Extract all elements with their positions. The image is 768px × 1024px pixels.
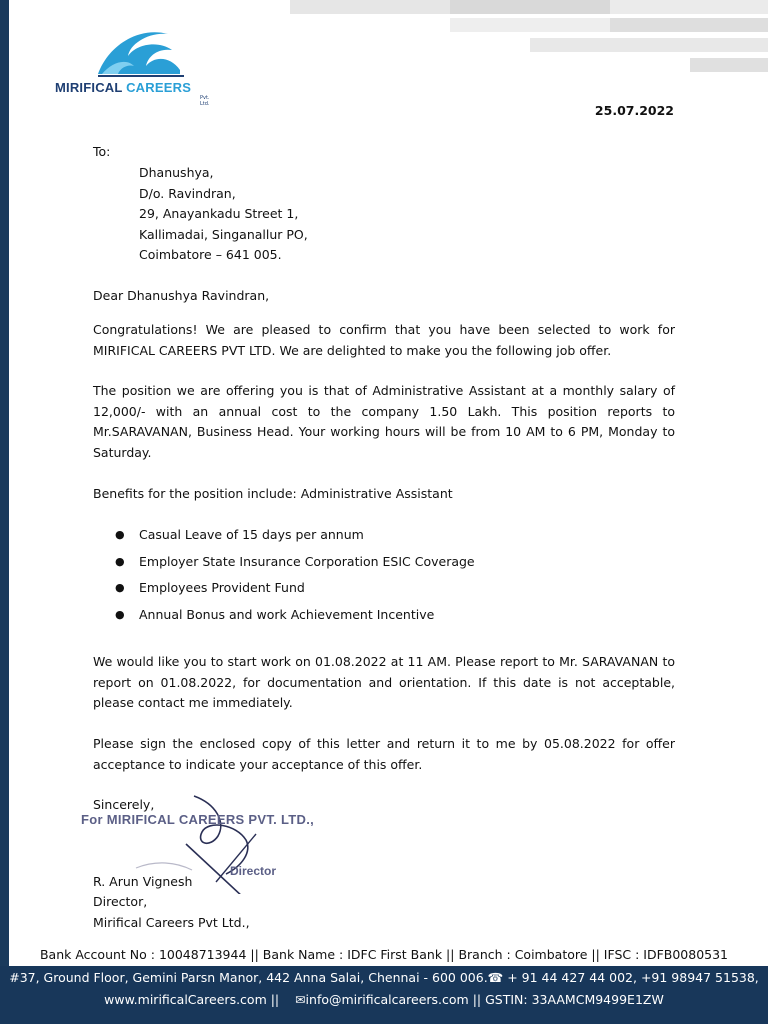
stamp-title: Director (230, 864, 277, 878)
address-line: 29, Anayankadu Street 1, (139, 206, 299, 221)
footer-web-line (0, 992, 768, 1007)
to-label: To: (93, 144, 111, 159)
logo-subtitle: Pvt. Ltd. (200, 95, 210, 107)
list-item: ● Annual Bonus and work Achievement Incentive (115, 607, 435, 623)
mail-icon: ✉ (295, 992, 306, 1007)
paragraph-position: The position we are offering you is that of Administrative Assistant at a monthly salary of 12,000/- with an annual cost to the company 1.50 Lakh. This position reports to Mr.SARAVANAN, Business Head. Your working hours will be from 10 AM to 6 PM, Monday to Saturday. (93, 383, 675, 460)
recipient-address (139, 163, 308, 266)
stamp-company: For MIRIFICAL CAREERS PVT. LTD., (81, 812, 315, 827)
signatory-title: Director, (93, 894, 148, 909)
signatory-company: Mirifical Careers Pvt Ltd., (93, 915, 250, 930)
footer-contact-band (0, 966, 768, 1024)
salutation: Dear Dhanushya Ravindran, (93, 288, 270, 303)
list-item: ● Employees Provident Fund (115, 580, 305, 596)
address-line: Coimbatore – 641 005. (139, 247, 282, 262)
footer-phones: + 91 44 427 44 002, +91 98947 51538, (503, 970, 759, 985)
footer-bank-details: Bank Account No : 10048713944 || Bank Name : IDFC First Bank || Branch : Coimbatore || IFSC : IDFB0080531 (39, 947, 729, 962)
footer-email-gstin[interactable]: info@mirificalcareers.com || GSTIN: 33AAMCM9499E1ZW (305, 992, 664, 1007)
paragraph-sign-return: Please sign the enclosed copy of this letter and return it to me by 05.08.2022 for offer acceptance to indicate your acceptance of this offer. (93, 736, 675, 772)
signatory-name: R. Arun Vignesh (93, 874, 193, 889)
letter-date: 25.07.2022 (594, 103, 674, 118)
list-item: ● Casual Leave of 15 days per annum (115, 527, 364, 542)
wave-logo-icon (88, 26, 198, 80)
logo-wordmark: MIRIFICAL CAREERS (55, 80, 192, 95)
paragraph-start-date: We would like you to start work on 01.08.2022 at 11 AM. Please report to Mr. SARAVANAN to report on 01.08.2022, for documentation and orientation. If this date is not acceptable, please contact me immediately. (93, 654, 675, 710)
footer-website[interactable]: www.mirificalCareers.com || (104, 992, 280, 1007)
closing: Sincerely, (93, 797, 155, 812)
address-line: Dhanushya, (139, 165, 214, 180)
footer-address: #37, Ground Floor, Gemini Parsn Manor, 442 Anna Salai, Chennai - 600 006. (9, 970, 488, 985)
paragraph-congratulations: Congratulations! We are pleased to confirm that you have been selected to work for MIRIFICAL CAREERS PVT LTD. We are delighted to make you the following job offer. (93, 322, 675, 358)
footer-address-line (0, 970, 768, 985)
benefits-list (115, 525, 475, 632)
benefits-intro: Benefits for the position include: Administrative Assistant (93, 486, 453, 501)
left-border-bar (0, 0, 9, 1024)
address-line: Kallimadai, Singanallur PO, (139, 226, 308, 242)
phone-icon: ☎ (487, 970, 504, 985)
company-logo (52, 26, 212, 106)
address-line: D/o. Ravindran, (139, 185, 236, 201)
list-item: ● Employer State Insurance Corporation ESIC Coverage (115, 553, 475, 569)
